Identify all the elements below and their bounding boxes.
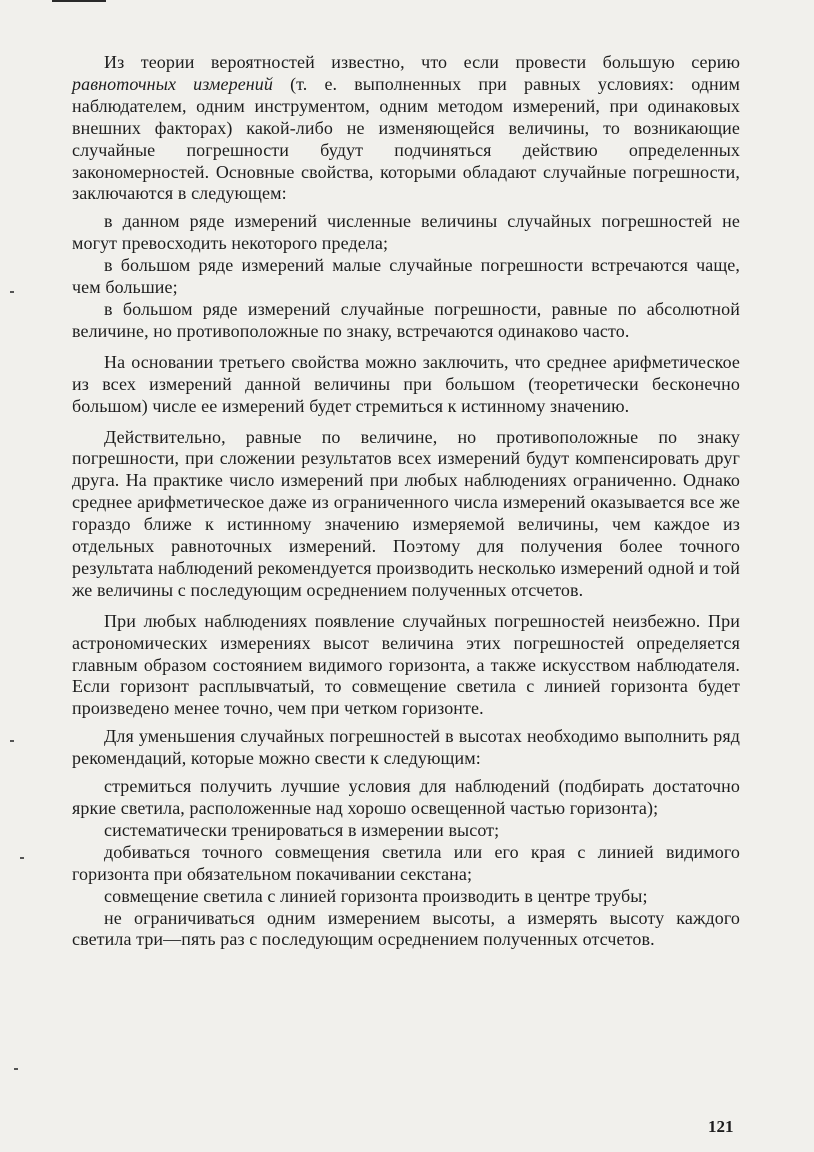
paragraph-text: Из теории вероятностей известно, что если провести большую серию xyxy=(104,52,740,72)
paragraph: Действительно, равные по величине, но противоположные по знаку погрешности, при сложении результатов всех измерений будут компенсировать друг друга. На практике число измерений при любых наблюдениях ограниченно. Однако среднее арифметическое даже из ограниченного числа измерений оказывается все же гораздо ближе к истинному значению измеряемой величины, чем каждое из отдельных равноточных измерений. Поэтому для получения более точного результата наблюдений рекомендуется производить несколько измерений одной и той же величины с последующим осреднением полученных отсчетов. xyxy=(72,426,740,600)
margin-mark xyxy=(14,1068,18,1070)
paragraph: Для уменьшения случайных погрешностей в высотах необходимо выполнить ряд рекомендаций, которые можно свести к следующим: xyxy=(72,726,740,769)
paragraph-text: (т. е. выполненных при равных условиях: одним наблюдателем, одним инструментом, одним методом измерений, при одинаковых внешних факторах) какой-либо не изменяющейся величины, то возникающие случайные погрешности будут подчиняться действию определенных закономерностей. Основные свойства, которыми обладают случайные погрешности, заключаются в следующем: xyxy=(72,73,740,204)
paragraph: При любых наблюдениях появление случайных погрешностей неизбежно. При астрономических измерениях высот величина этих погрешностей определяется главным образом состоянием видимого горизонта, а также искусством наблюдателя. Если горизонт расплывчатый, то совмещение светила с линией горизонта будет произведено менее точно, чем при четком горизонте. xyxy=(72,610,740,719)
margin-mark xyxy=(10,740,14,742)
list-item: стремиться получить лучшие условия для наблюдений (подбирать достаточно яркие светила, расположенные над хорошо освещенной частью горизонта); xyxy=(72,776,740,818)
paragraph: На основании третьего свойства можно заключить, что среднее арифметическое из всех измерений данной величины при большом (теоретически бесконечно большом) числе ее измерений будет стремиться к истинному значению. xyxy=(72,351,740,416)
paragraph-intro xyxy=(72,52,740,205)
list-item: систематически тренироваться в измерении высот; xyxy=(104,819,500,840)
margin-mark xyxy=(20,857,24,859)
list-item: в данном ряде измерений численные величины случайных погрешностей не могут превосходить некоторого предела; xyxy=(72,211,740,254)
top-rule xyxy=(52,0,106,2)
list-item: совмещение светила с линией горизонта производить в центре трубы; xyxy=(104,885,648,906)
emphasis-term: равноточных измерений xyxy=(72,73,274,94)
page-number: 121 xyxy=(708,1117,734,1136)
list-item: не ограничиваться одним измерением высоты, а измерять высоту каждого светила три—пять раз с последующим осреднением полученных отсчетов. xyxy=(72,907,740,950)
page-text xyxy=(72,52,740,951)
list-item: в большом ряде измерений случайные погрешности, равные по абсолютной величине, но противоположные по знаку, встречаются одинаково часто. xyxy=(72,298,740,341)
list-item: добиваться точного совмещения светила или его края с линией видимого горизонта при обязательном покачивании секстана; xyxy=(72,841,740,884)
list-item: в большом ряде измерений малые случайные погрешности встречаются чаще, чем большие; xyxy=(72,255,740,298)
margin-mark xyxy=(10,291,14,293)
